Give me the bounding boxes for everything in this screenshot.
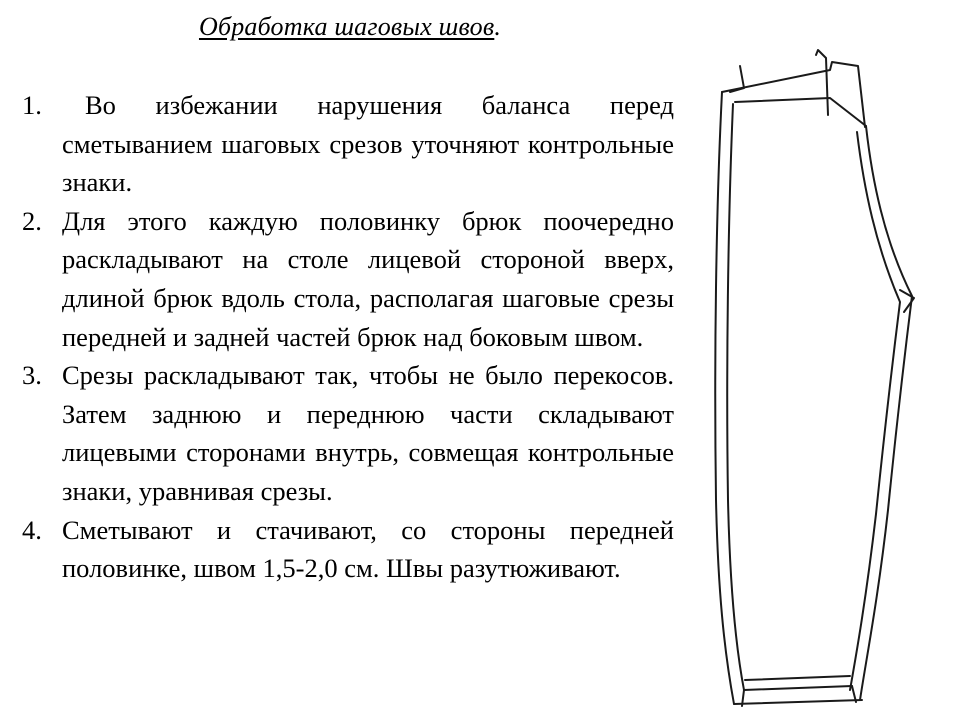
step-number: 4. [22,514,42,545]
step-number: 3. [22,360,42,391]
pleat-mark [816,50,828,115]
title-text: Обработка шаговых швов [198,12,495,41]
step-text: Срезы раскладывают так, чтобы не было перекосов. Затем заднюю и переднюю части складывают лицевыми сторонами внутрь, совмещая контрольные знаки, уравнивая срезы. [62,360,674,506]
step-number: 2. [22,205,42,236]
hem-fold-line [744,686,852,690]
trouser-half-sketch-icon [690,30,940,720]
hem-line [734,700,862,704]
page-title [0,12,700,42]
steps-list [22,86,674,588]
title-period: . [494,12,502,41]
step-item-2 [22,202,674,356]
step-number: 1. [22,90,42,120]
crotch-point [900,290,914,312]
step-item-3 [22,356,674,510]
step-text: Для этого каждую половинку брюк поочередно раскладывают на столе лицевой стороной вверх, длиной брюк вдоль стола, располагая шаговые срезы передней и задней частей брюк над боковым швом. [62,205,674,352]
step-text: Во избежании нарушения баланса перед сметыванием шаговых срезов уточняют контрольные знаки. [62,90,674,198]
inner-side-line [727,104,744,690]
step-item-1 [22,86,674,202]
hem-allowance-line [745,676,850,680]
step-item-4 [22,511,674,588]
step-text: Сметывают и стачивают, со стороны передней половинке, швом 1,5-2,0 см. Швы разутюживают. [62,514,674,584]
outer-side-line [715,92,734,704]
waistband-inner-line [735,98,866,126]
waistband-top-line [722,62,865,127]
